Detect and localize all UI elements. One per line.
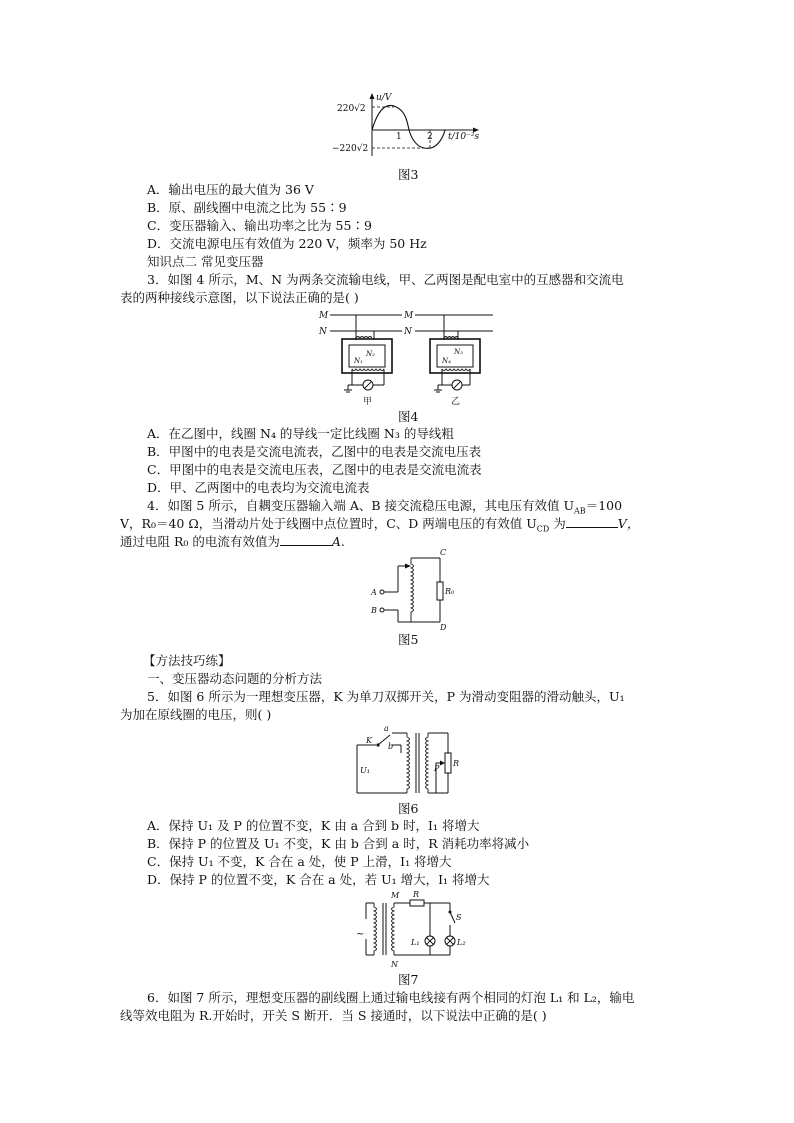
- q2-option-c: C．变压器输入、输出功率之比为 55∶9: [147, 218, 372, 233]
- q3-option-a: A．在乙图中，线圈 N₄ 的导线一定比线圈 N₃ 的导线粗: [147, 426, 454, 441]
- figure-4-diagram: [318, 307, 498, 409]
- figure-6-caption: 图6: [398, 801, 419, 816]
- figure-5-caption: 图5: [398, 632, 419, 647]
- fig6-label-a: a: [384, 724, 389, 733]
- figure-7-diagram: [352, 889, 482, 969]
- q4-line1-text: 4．如图 5 所示，自耦变压器输入端 A、B 接交流稳压电源，其电压有效值 U: [147, 498, 575, 513]
- fig3-tick-positive: 220√2: [337, 104, 366, 114]
- q4-line2-unit: V，: [617, 516, 640, 531]
- fig7-label-s: S: [456, 913, 462, 922]
- q5-option-a: A．保持 U₁ 及 P 的位置不变，K 由 a 合到 b 时，I₁ 将增大: [147, 818, 480, 833]
- q5-option-b: B．保持 P 的位置及 U₁ 不变，K 由 b 合到 a 时，R 消耗功率将减小: [147, 836, 530, 851]
- fig6-label-p: P: [434, 764, 440, 773]
- q5-option-d: D．保持 P 的位置不变，K 合在 a 处，若 U₁ 增大，I₁ 将增大: [147, 872, 490, 887]
- fig4-label-m-right: M: [404, 311, 414, 321]
- figure-7-caption: 图7: [398, 972, 419, 987]
- q5-option-c: C．保持 U₁ 不变，K 合在 a 处，使 P 上滑，I₁ 将增大: [147, 854, 452, 869]
- fig5-label-d: D: [440, 623, 447, 632]
- method-1-title: 一、变压器动态问题的分析方法: [147, 671, 323, 686]
- figure-6-diagram: [352, 723, 472, 801]
- fig6-label-u1: U₁: [360, 766, 370, 775]
- figure-3-caption: 图3: [398, 167, 419, 182]
- q4-blank-2: [280, 533, 332, 546]
- fig6-label-r: R: [453, 759, 460, 768]
- q4-blank-1: [566, 515, 618, 528]
- fig4-label-m-left: M: [319, 311, 329, 321]
- section-2-title: 知识点二 常见变压器: [147, 254, 264, 269]
- q4-line3-text: 通过电阻 R₀ 的电流有效值为: [120, 534, 280, 549]
- q4-line3-unit: A.: [331, 534, 345, 549]
- fig6-label-k: K: [366, 736, 372, 745]
- q6-stem-line2: 线等效电阻为 R.开始时，开关 S 断开．当 S 接通时，以下说法中正确的是( ): [120, 1008, 547, 1023]
- figure-5-diagram: [368, 548, 458, 632]
- fig5-label-c: C: [440, 548, 447, 557]
- fig7-label-source: ~: [356, 929, 365, 940]
- fig7-label-m: M: [391, 891, 400, 900]
- fig4-label-n4: N₄: [442, 357, 451, 365]
- q4-line2-sub: CD: [536, 524, 550, 534]
- fig4-label-n-left: N: [319, 327, 327, 337]
- q3-stem-line2: 表的两种接线示意图，以下说法正确的是( ): [120, 290, 359, 305]
- q3-option-b: B．甲图中的电表是交流电流表，乙图中的电表是交流电压表: [147, 444, 482, 459]
- fig7-label-r: R: [413, 890, 420, 899]
- q4-stem-line3: [120, 533, 680, 550]
- fig5-label-r0: R₀: [445, 587, 455, 596]
- fig3-tick-2: 2: [427, 132, 433, 142]
- q2-option-a: A．输出电压的最大值为 36 V: [147, 182, 314, 197]
- q4-line2-text: V，R₀＝40 Ω，当滑动片处于线圈中点位置时，C、D 两端电压的有效值 U: [120, 516, 537, 531]
- fig3-tick-1: 1: [396, 132, 402, 142]
- q3-option-d: D．甲、乙两图中的电表均为交流电流表: [147, 480, 370, 495]
- fig3-tick-negative: −220√2: [332, 144, 369, 154]
- fig4-label-n-right: N: [404, 327, 412, 337]
- fig4-label-yi: 乙: [451, 397, 461, 407]
- fig3-y-axis-label: u/V: [376, 93, 392, 103]
- fig5-label-b: B: [371, 606, 377, 615]
- q4-line2-b: 为: [549, 516, 566, 531]
- fig4-label-n3: N₃: [454, 348, 463, 356]
- q3-option-c: C．甲图中的电表是交流电压表，乙图中的电表是交流电流表: [147, 462, 482, 477]
- figure-3-graph: [332, 90, 485, 162]
- practice-title: 【方法技巧练】: [143, 653, 231, 668]
- fig6-label-b: b: [388, 742, 394, 751]
- fig3-x-axis-label: t/10⁻²s: [448, 132, 480, 142]
- q6-stem-line1: 6．如图 7 所示，理想变压器的副线圈上通过输电线接有两个相同的灯泡 L₁ 和 L₂，输电: [147, 990, 635, 1005]
- q5-stem-line2: 为加在原线圈的电压，则( ): [120, 707, 272, 722]
- fig4-label-n2: N₂: [366, 350, 375, 358]
- figure-4-caption: 图4: [398, 409, 419, 424]
- fig4-label-n1: N₁: [354, 357, 363, 365]
- q3-stem-line1: 3．如图 4 所示，M、N 为两条交流输电线，甲、乙两图是配电室中的互感器和交流电: [147, 272, 624, 287]
- fig7-label-n: N: [391, 960, 398, 969]
- q4-line1-sub: AB: [574, 506, 586, 516]
- q5-stem-line1: 5．如图 6 所示为一理想变压器，K 为单刀双掷开关，P 为滑动变阻器的滑动触头，U₁: [147, 689, 625, 704]
- fig7-label-l1: L₁: [411, 938, 420, 947]
- fig7-label-l2: L₂: [457, 938, 466, 947]
- fig5-label-a: A: [371, 588, 377, 597]
- q4-line1-end: ＝100: [585, 498, 623, 513]
- q2-option-d: D．交流电源电压有效值为 220 V，频率为 50 Hz: [147, 236, 427, 251]
- q2-option-b: B．原、副线圈中电流之比为 55∶9: [147, 200, 347, 215]
- fig4-label-jia: 甲: [363, 397, 373, 407]
